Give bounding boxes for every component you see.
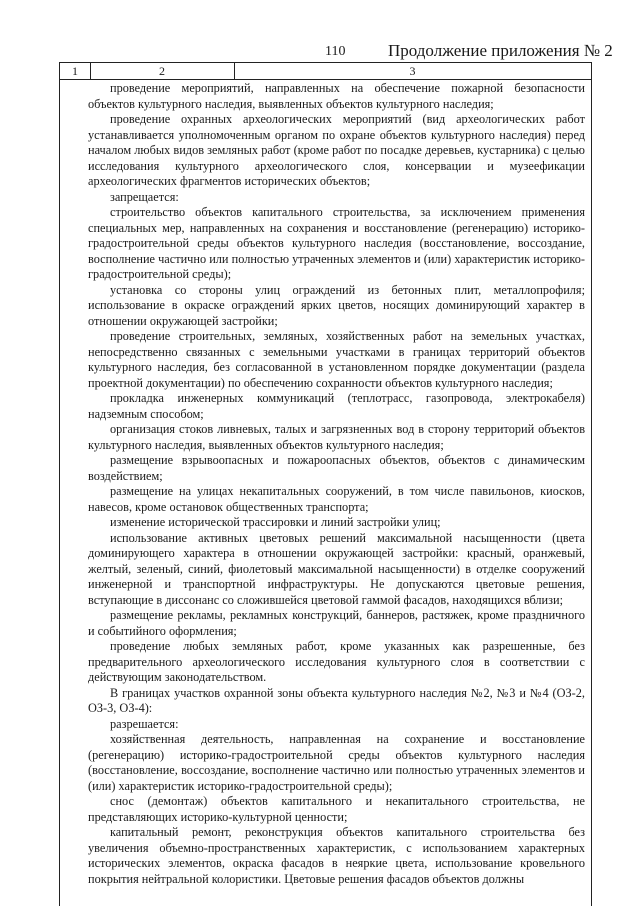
paragraph: проведение охранных археологических мероприятий (вид археологических работ устанавливается уполномоченным органом по охране объектов культурного наследия) перед началом любых видов земляных работ (кроме работ по посадке деревьев, кустарника) с целью исследования культурного археологического слоя, консервации и музеефикации археологических фрагментов исторических объектов;	[88, 112, 585, 188]
paragraph: хозяйственная деятельность, направленная на сохранение и восстановление (регенерацию) историко-градостроительной среды объектов культурного наследия (восстановление, воссоздание, восполнение частично или полностью утраченных элементов и (или) характеристик историко-градостроительной среды);	[88, 732, 585, 793]
paragraph: капитальный ремонт, реконструкция объектов капитального строительства без увеличения объемно-пространственных характеристик, с использованием характерных исторических элементов, окраска фасадов в неяркие цвета, использование кровельного покрытия нейтральной колористики. Цветовые решения фасадов объектов должны	[88, 825, 585, 886]
paragraph: В границах участков охранной зоны объекта культурного наследия №2, №3 и №4 (ОЗ-2, ОЗ-3, ОЗ-4):	[88, 685, 585, 715]
paragraph: разрешается:	[110, 716, 179, 731]
column-2-header: 2	[90, 63, 235, 79]
paragraph: проведение мероприятий, направленных на обеспечение пожарной безопасности объектов культурного наследия, выявленных объектов культурного наследия;	[88, 81, 585, 111]
paragraph: размещение на улицах некапитальных сооружений, в том числе павильонов, киосков, навесов, кроме остановок общественных транспорта;	[88, 484, 585, 514]
column-3-header: 3	[409, 64, 416, 78]
paragraph: размещение рекламы, рекламных конструкций, баннеров, растяжек, кроме праздничного и событийного оформления;	[88, 608, 585, 638]
paragraph: запрещается:	[110, 189, 179, 204]
column-1-header: 1	[60, 63, 91, 79]
paragraph: установка со стороны улиц ограждений из бетонных плит, металлопрофиля; использование в окраске ограждений ярких цветов, носящих доминирующий характер в отношении окружающей застройки;	[88, 282, 585, 328]
paragraph: снос (демонтаж) объектов капитального и некапитального строительства, не представляющих историко-культурной ценности;	[88, 794, 585, 824]
paragraph: размещение взрывоопасных и пожароопасных объектов, объектов с динамическим воздействием;	[88, 453, 585, 483]
paragraph: использование активных цветовых решений максимальной насыщенности (цвета доминирующего характера в отношении окружающей застройки: красный, оранжевый, желтый, зеленый, синий, фиолетовый максимальной насыщенности) в отделке сооружений инженерной и транспортной инфраструктуры. Не допускаются цветовые решения, вступающие в диссонанс со сложившейся цветовой гаммой фасадов, находящихся вблизи;	[88, 530, 585, 607]
table-header-row	[60, 63, 591, 80]
paragraph: изменение исторической трассировки и линий застройки улиц;	[110, 515, 441, 529]
paragraph: проведение строительных, земляных, хозяйственных работ на земельных участках, непосредственно связанных с земельными участками в границах территорий объектов культурного наследия, без согласованной в установленном порядке документации (раздела проектной документации) по обеспечению сохранности объектов культурного наследия;	[88, 329, 585, 390]
paragraph: строительство объектов капитального строительства, за исключением применения специальных мер, направленных на сохранения и восстановление (регенерацию) историко-градостроительной среды объектов культурного наследия (восстановление, воссоздание, восполнение частично или полностью утраченных элементов и (или) характеристик историко-градостроительной среды);	[88, 205, 585, 281]
column-3-content	[88, 81, 585, 887]
paragraph: организация стоков ливневых, талых и загрязненных вод в сторону территорий объектов культурного наследия, выявленных объектов культурного наследия;	[88, 422, 585, 452]
document-table	[59, 62, 592, 906]
continuation-heading: Продолжение приложения № 2	[388, 41, 613, 60]
paragraph: прокладка инженерных коммуникаций (теплотрасс, газопровода, электрокабеля) надземным способом;	[88, 391, 585, 421]
page-number: 110	[325, 44, 346, 59]
paragraph: проведение любых земляных работ, кроме указанных как разрешенные, без предварительного археологического исследования культурного слоя в соответствии с действующим законодательством.	[88, 639, 585, 684]
